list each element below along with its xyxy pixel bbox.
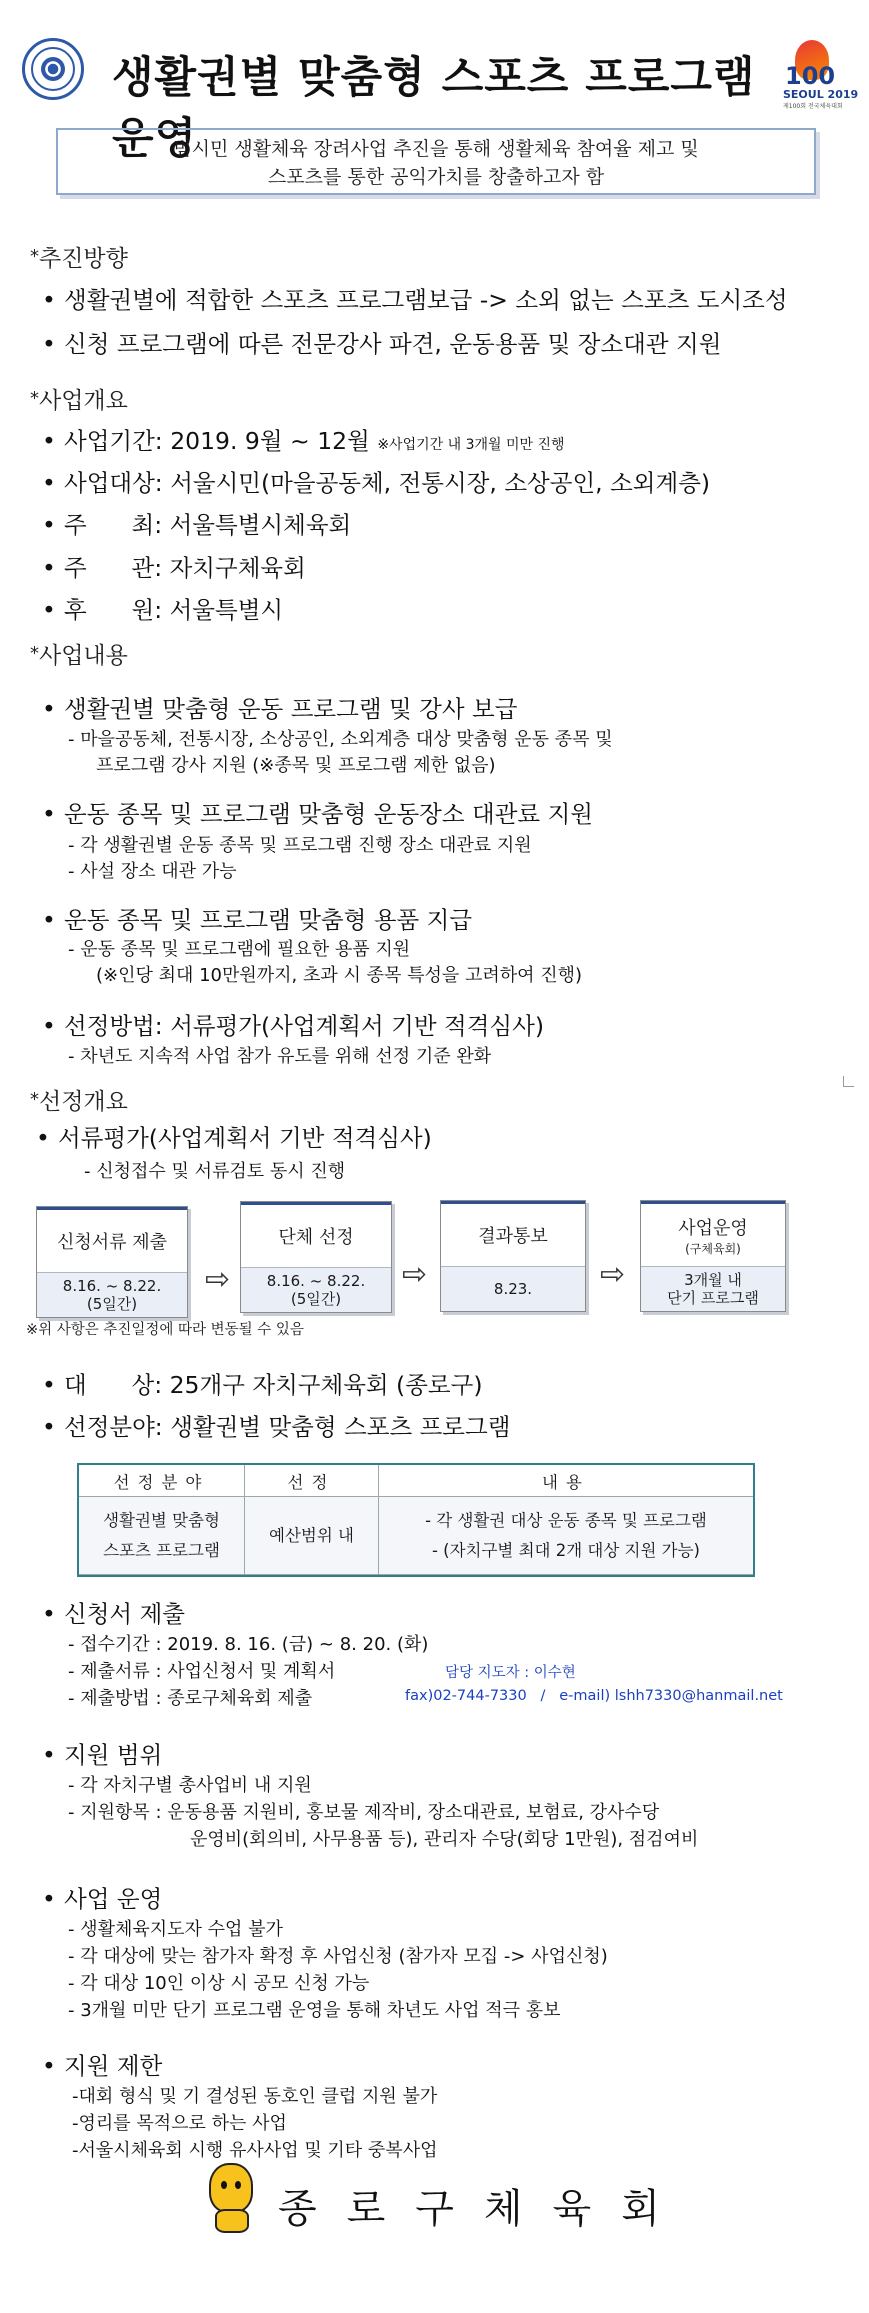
support-scope-sub-2: - 지원항목 : 운동용품 지원비, 홍보물 제작비, 장소대관료, 보험료, 강사수당 — [68, 1802, 660, 1823]
corner-mark — [843, 1076, 854, 1087]
table-cell-selection: 예산범위 내 — [245, 1497, 379, 1575]
flow-step-4-head: 사업운영 — [678, 1217, 748, 1239]
flow-step-3-head: 결과통보 — [478, 1226, 548, 1247]
selection-field: • 선정분야: 생활권별 맞춤형 스포츠 프로그램 — [42, 1413, 511, 1441]
selection-table — [77, 1463, 755, 1577]
flow-step-1 — [36, 1206, 188, 1318]
flow-step-3-body-1: 8.23. — [493, 1280, 533, 1298]
flow-step-4-head-small: (구체육회) — [685, 1241, 741, 1256]
overview-host: • 주 최: 서울특별시체육회 — [42, 511, 352, 539]
application-method: - 제출방법 : 종로구체육회 제출 — [68, 1688, 313, 1709]
application-manager: 담당 지도자 : 이수현 — [445, 1665, 576, 1681]
intro-box — [56, 128, 816, 195]
content-item-2: • 운동 종목 및 프로그램 맞춤형 운동장소 대관료 지원 — [42, 800, 594, 828]
table-header-content: 내용 — [379, 1465, 753, 1497]
operation-sub-2: - 각 대상에 맞는 참가자 확정 후 사업신청 (참가자 모집 -> 사업신청) — [68, 1946, 608, 1967]
flow-note: ※위 사항은 추진일정에 따라 변동될 수 있음 — [26, 1322, 304, 1338]
application-period: - 접수기간 : 2019. 8. 16. (금) ~ 8. 20. (화) — [68, 1634, 429, 1655]
flow-arrow-2: ⇨ — [402, 1257, 428, 1292]
overview-organizer: • 주 관: 자치구체육회 — [42, 554, 306, 582]
flow-step-2-body-1: 8.16. ~ 8.22. — [266, 1272, 366, 1290]
seoul-sports-council-logo — [22, 38, 84, 100]
operation-sub-1: - 생활체육지도자 수업 불가 — [68, 1919, 283, 1940]
direction-item-1: • 생활권별에 적합한 스포츠 프로그램보급 -> 소외 없는 스포츠 도시조성 — [42, 286, 788, 314]
flow-step-2-head: 단체 선정 — [278, 1227, 354, 1248]
restriction-sub-3: -서울시체육회 시행 유사사업 및 기타 중복사업 — [72, 2140, 438, 2161]
content-item-3-sub-1: - 운동 종목 및 프로그램에 필요한 용품 지원 — [68, 939, 411, 960]
logo-seoul-text: SEOUL 2019 — [783, 88, 859, 101]
selection-item: • 서류평가(사업계획서 기반 적격심사) — [36, 1124, 432, 1152]
overview-sponsor: • 후 원: 서울특별시 — [42, 596, 284, 624]
restriction-sub-2: -영리를 목적으로 하는 사업 — [72, 2113, 287, 2134]
selection-item-sub: - 신청접수 및 서류검토 동시 진행 — [84, 1161, 346, 1182]
operation-sub-4: - 3개월 미만 단기 프로그램 운영을 통해 차년도 사업 적극 홍보 — [68, 2000, 561, 2021]
operation-sub-3: - 각 대상 10인 이상 시 공모 신청 가능 — [68, 1973, 370, 1994]
mascot-icon — [205, 2163, 261, 2235]
content-item-2-sub-1: - 각 생활권별 운동 종목 및 프로그램 진행 장소 대관료 지원 — [68, 835, 532, 856]
content-item-1-sub-2: 프로그램 강사 지원 (※종목 및 프로그램 제한 없음) — [96, 755, 496, 776]
flow-step-4-body-1: 3개월 내 — [684, 1271, 742, 1289]
content-item-4-sub-1: - 차년도 지속적 사업 참가 유도를 위해 선정 기준 완화 — [68, 1046, 492, 1067]
restriction-sub-1: -대회 형식 및 기 결성된 동호인 클럽 지원 불가 — [72, 2086, 438, 2107]
content-item-1-sub-1: - 마을공동체, 전통시장, 소상공인, 소외계층 대상 맞춤형 운동 종목 및 — [68, 729, 613, 750]
selection-target: • 대 상: 25개구 자치구체육회 (종로구) — [42, 1371, 483, 1399]
flow-step-1-body-2: (5일간) — [86, 1295, 138, 1313]
content-item-4: • 선정방법: 서류평가(사업계획서 기반 적격심사) — [42, 1012, 544, 1040]
intro-line-1: 범시민 생활체육 장려사업 추진을 통해 생활체육 참여율 제고 및 — [173, 138, 699, 160]
flow-step-1-head: 신청서류 제출 — [56, 1232, 168, 1253]
logo-number: 100 — [785, 62, 836, 90]
flow-step-4-body-2: 단기 프로그램 — [667, 1289, 759, 1307]
flow-step-3 — [440, 1200, 586, 1312]
page-title: 생활권별 맞춤형 스포츠 프로그램 운영 — [112, 53, 756, 164]
table-header-field: 선정분야 — [79, 1465, 245, 1497]
section-heading-selection: *선정개요 — [30, 1089, 128, 1115]
direction-item-2: • 신청 프로그램에 따른 전문강사 파견, 운동용품 및 장소대관 지원 — [42, 330, 722, 358]
flow-arrow-3: ⇨ — [600, 1257, 626, 1292]
operation-title: • 사업 운영 — [42, 1885, 163, 1913]
section-heading-content: *사업내용 — [30, 643, 128, 669]
restriction-title: • 지원 제한 — [42, 2052, 163, 2080]
flow-step-1-body-1: 8.16. ~ 8.22. — [62, 1277, 162, 1295]
support-scope-sub-1: - 각 자치구별 총사업비 내 지원 — [68, 1775, 312, 1796]
flow-step-4 — [640, 1200, 786, 1312]
flow-step-2 — [240, 1201, 392, 1313]
section-heading-overview: *사업개요 — [30, 388, 128, 414]
content-item-1: • 생활권별 맞춤형 운동 프로그램 및 강사 보급 — [42, 695, 518, 723]
flow-step-2-body-2: (5일간) — [290, 1290, 342, 1308]
footer-org-name: 종로구체육회 — [278, 2186, 690, 2232]
national-sports-festival-logo — [775, 40, 859, 110]
section-heading-direction: *추진방향 — [30, 246, 128, 272]
content-item-3-sub-2: (※인당 최대 10만원까지, 초과 시 종목 특성을 고려하여 진행) — [96, 965, 583, 986]
overview-period-note: ※사업기간 내 3개월 미만 진행 — [377, 437, 565, 453]
content-item-3: • 운동 종목 및 프로그램 맞춤형 용품 지급 — [42, 906, 473, 934]
flow-arrow-1: ⇨ — [205, 1262, 231, 1297]
application-contact: fax)02-744-7330 / e-mail) lshh7330@hanmail.net — [405, 1688, 783, 1704]
intro-line-2: 스포츠를 통한 공익가치를 창출하고자 함 — [267, 166, 605, 188]
overview-period: • 사업기간: 2019. 9월 ~ 12월 ※사업기간 내 3개월 미만 진행 — [42, 427, 565, 455]
application-title: • 신청서 제출 — [42, 1600, 185, 1628]
content-item-2-sub-2: - 사설 장소 대관 가능 — [68, 861, 237, 882]
overview-target: • 사업대상: 서울시민(마을공동체, 전통시장, 소상공인, 소외계층) — [42, 469, 711, 497]
table-cell-field: 생활권별 맞춤형 스포츠 프로그램 — [79, 1497, 245, 1575]
support-scope-sub-3: 운영비(회의비, 사무용품 등), 관리자 수당(회당 1만원), 점검여비 — [190, 1829, 699, 1850]
table-header-selection: 선정 — [245, 1465, 379, 1497]
application-docs: - 제출서류 : 사업신청서 및 계획서 — [68, 1661, 336, 1682]
logo-sub-text: 제100회 전국체육대회 — [783, 103, 843, 110]
table-cell-content: - 각 생활권 대상 운동 종목 및 프로그램 - (자치구별 최대 2개 대상 지원 가능) — [379, 1497, 753, 1575]
support-scope-title: • 지원 범위 — [42, 1741, 163, 1769]
